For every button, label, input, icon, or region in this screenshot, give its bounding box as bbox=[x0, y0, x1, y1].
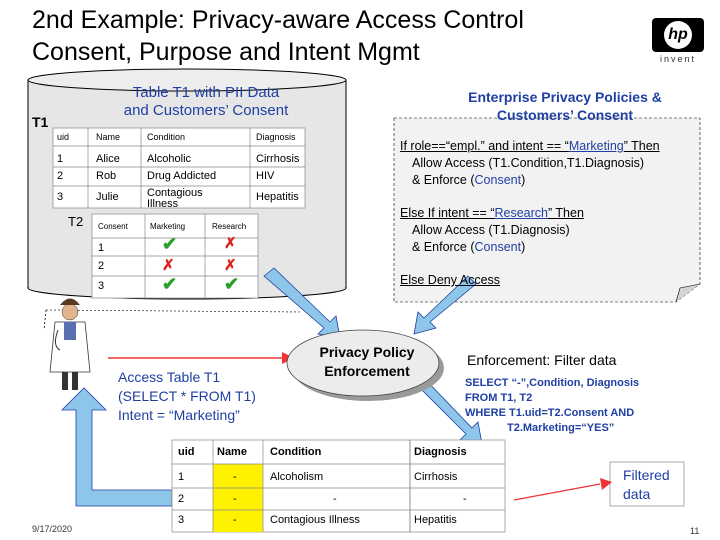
result-header-name: Name bbox=[217, 446, 247, 458]
access-line3: Intent = “Marketing” bbox=[118, 407, 240, 423]
rule1-intent: Marketing bbox=[568, 139, 624, 153]
t2-consent-cell: 1 bbox=[98, 242, 105, 254]
rule1-enforce: & Enforce ( bbox=[412, 173, 475, 187]
t1-cell: Hepatitis bbox=[256, 191, 299, 203]
hp-logo bbox=[652, 18, 704, 52]
result-header-condition: Condition bbox=[270, 446, 322, 458]
filtered-label bbox=[620, 466, 670, 504]
t1-label: T1 bbox=[32, 114, 49, 130]
rule2-consent: Consent bbox=[474, 240, 522, 254]
t1-header-diagnosis: Diagnosis bbox=[256, 132, 296, 142]
t1-cell: Rob bbox=[96, 170, 117, 182]
t2-consent-cell: 3 bbox=[98, 280, 105, 292]
consent-no-cross-icon: ✗ bbox=[224, 257, 237, 274]
rule1-cond: If role==“empl.” and intent == “ bbox=[400, 139, 569, 153]
policy-heading-line1: Enterprise Privacy Policies & bbox=[468, 89, 662, 105]
rule2-enforce: & Enforce ( bbox=[412, 240, 475, 254]
hp-logo-sub: invent bbox=[659, 54, 697, 64]
result-cell: - bbox=[233, 471, 237, 483]
t2-label: T2 bbox=[68, 214, 84, 229]
connector-dashed bbox=[44, 310, 46, 330]
result-cell: 1 bbox=[178, 471, 185, 483]
rule2-close: ) bbox=[521, 240, 526, 254]
policy-rule1-line2: Allow Access (T1.Condition,T1.Diagnosis) bbox=[412, 156, 645, 170]
rule2-cond: Else If intent == “ bbox=[400, 206, 495, 220]
consent-yes-check-icon: ✔ bbox=[224, 274, 240, 294]
rule2-intent: Research bbox=[494, 206, 548, 220]
filtered-line1: Filtered bbox=[623, 467, 670, 483]
slide-date: 9/17/2020 bbox=[32, 524, 73, 534]
rule1-consent: Consent bbox=[474, 173, 522, 187]
sql-line1: SELECT “-”,Condition, Diagnosis bbox=[465, 377, 640, 389]
policy-rule2-line2: Allow Access (T1.Diagnosis) bbox=[412, 223, 570, 237]
t1-cell: 2 bbox=[57, 170, 64, 182]
filtered-arrow bbox=[514, 478, 612, 500]
result-header-diagnosis: Diagnosis bbox=[414, 446, 467, 458]
consent-yes-check-icon: ✔ bbox=[162, 274, 178, 294]
enforcement-line1: Privacy Policy bbox=[319, 344, 415, 360]
t2-header-research: Research bbox=[212, 222, 247, 231]
policy-rule2 bbox=[400, 205, 584, 256]
access-line2: (SELECT * FROM T1) bbox=[118, 388, 256, 404]
access-request bbox=[118, 368, 256, 425]
enforcement-line2: Enforcement bbox=[324, 363, 410, 379]
result-cell: - bbox=[463, 493, 467, 505]
result-cell: Hepatitis bbox=[414, 514, 457, 526]
policy-heading bbox=[440, 88, 690, 124]
consent-no-cross-icon: ✗ bbox=[162, 257, 175, 274]
rule2-then: ” Then bbox=[548, 206, 584, 220]
t1-header-name: Name bbox=[96, 132, 121, 142]
filtered-line2: data bbox=[623, 486, 651, 502]
t2-consent-cell: 2 bbox=[98, 260, 105, 272]
t1-cell: HIV bbox=[256, 170, 275, 182]
policy-rule2-line1 bbox=[400, 205, 584, 222]
db-heading bbox=[96, 84, 316, 120]
sql-line4: T2.Marketing=“YES” bbox=[507, 422, 615, 434]
t1-cell: 1 bbox=[57, 153, 64, 165]
policy-rule2-line3 bbox=[400, 239, 584, 256]
consent-no-cross-icon: ✗ bbox=[224, 235, 237, 252]
t1-cell: 3 bbox=[57, 191, 64, 203]
title-line2: Consent, Purpose and Intent Mgmt bbox=[32, 38, 420, 66]
rule1-close: ) bbox=[521, 173, 526, 187]
access-line1: Access Table T1 bbox=[118, 369, 221, 385]
t1-cell: Contagious Illness bbox=[147, 187, 203, 210]
result-cell: Contagious Illness bbox=[270, 514, 360, 526]
t1-cell: Cirrhosis bbox=[256, 153, 300, 165]
enforcement-label bbox=[292, 333, 442, 403]
db-heading-line2: and Customers’ Consent bbox=[123, 102, 289, 119]
sql-line2: FROM T1, T2 bbox=[465, 392, 533, 404]
title-line1: 2nd Example: Privacy-aware Access Control bbox=[32, 6, 524, 34]
result-cell: - bbox=[233, 514, 237, 526]
db-heading-line1: Table T1 with PII Data bbox=[132, 84, 280, 101]
filter-sql bbox=[465, 376, 639, 436]
doctor-figure bbox=[50, 299, 90, 391]
result-cell: 3 bbox=[178, 514, 185, 526]
result-header-uid: uid bbox=[178, 446, 195, 458]
t1-cell: Julie bbox=[96, 191, 119, 203]
t1-cell: Alice bbox=[96, 153, 120, 165]
t1-header-uid: uid bbox=[57, 132, 70, 142]
consent-yes-check-icon: ✔ bbox=[162, 234, 178, 254]
sql-line3: WHERE T1.uid=T2.Consent AND bbox=[465, 407, 635, 419]
hp-logo-mark: hp bbox=[664, 21, 692, 49]
policy-rule1-line3 bbox=[400, 172, 660, 189]
rule1-then: ” Then bbox=[623, 139, 660, 153]
result-cell: - bbox=[333, 493, 337, 505]
policy-rule1-line1 bbox=[400, 138, 660, 155]
filter-title: Enforcement: Filter data bbox=[467, 352, 617, 368]
t2-header-consent: Consent bbox=[98, 222, 128, 231]
t1-cell: Drug Addicted bbox=[147, 170, 217, 182]
t2-header-marketing: Marketing bbox=[150, 222, 186, 231]
policy-rule1 bbox=[400, 138, 660, 189]
result-cell: Cirrhosis bbox=[414, 471, 458, 483]
policy-heading-line2: Customers’ Consent bbox=[496, 107, 634, 123]
access-arrow bbox=[108, 352, 294, 364]
t1-cell: Alcoholic bbox=[147, 153, 192, 165]
result-cell: - bbox=[233, 493, 237, 505]
t1-header-condition: Condition bbox=[147, 132, 186, 142]
result-cell: 2 bbox=[178, 493, 185, 505]
policy-rule3: Else Deny Access bbox=[400, 273, 501, 287]
slide-page-number: 11 bbox=[690, 526, 700, 536]
result-cell: Alcoholism bbox=[270, 471, 324, 483]
slide-title bbox=[32, 4, 524, 68]
